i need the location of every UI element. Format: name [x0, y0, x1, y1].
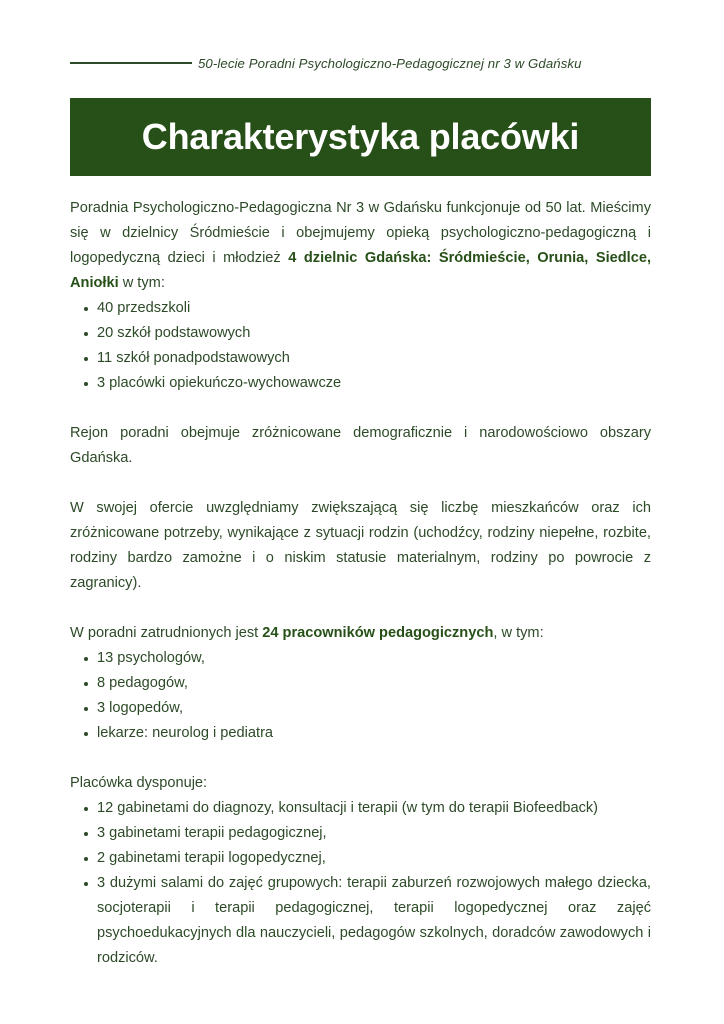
staff-paragraph: [70, 621, 651, 646]
staff-count-bold: 24 pracowników pedagogicznych: [262, 625, 494, 641]
staff-text-part2: , w tym:: [493, 625, 544, 641]
list-item: 3 placówki opiekuńczo-wychowawcze: [70, 371, 651, 396]
running-title: 50-lecie Poradni Psychologiczno-Pedagogicznej nr 3 w Gdańsku: [198, 55, 582, 71]
list-item: 11 szkół ponadpodstawowych: [70, 346, 651, 371]
spacer: [70, 471, 651, 496]
header-rule-decoration: [70, 62, 192, 64]
document-header: [70, 48, 651, 78]
list-item: 3 logopedów,: [70, 696, 651, 721]
title-banner: [70, 98, 651, 176]
districts-list: [70, 296, 651, 396]
spacer: [70, 596, 651, 621]
list-item: 8 pedagogów,: [70, 671, 651, 696]
list-item: 13 psychologów,: [70, 646, 651, 671]
list-item: 20 szkół podstawowych: [70, 321, 651, 346]
staff-list: [70, 646, 651, 746]
spacer: [70, 746, 651, 771]
intro-text-part1: Poradnia Psychologiczno-Pedagogiczna Nr 3 w Gdańsku funkcjonuje od 50 lat. Mieścimy się w dzielnicy Śródmieście i obejmujemy opieką psychologiczno-pedagogiczną i logopedyczną dzieci i młodzież: [70, 200, 651, 266]
staff-text-part1: W poradni zatrudnionych jest: [70, 625, 263, 641]
spacer: [70, 396, 651, 421]
intro-text-part2: w tym:: [118, 275, 165, 291]
list-item: 12 gabinetami do diagnozy, konsultacji i terapii (w tym do terapii Biofeedback): [70, 796, 651, 821]
facilities-list: [70, 796, 651, 971]
list-item: 3 dużymi salami do zajęć grupowych: terapii zaburzeń rozwojowych małego dziecka, socjoterapii i terapii pedagogicznej, terapii logopedycznej oraz zajęć psychoedukacyjnych dla nauczycieli, pedagogów szkolnych, doradców zawodowych i rodziców.: [70, 871, 651, 971]
offer-paragraph: W swojej ofercie uwzględniamy zwiększającą się liczbę mieszkańców oraz ich zróżnicowane potrzeby, wynikające z sytuacji rodzin (uchodźcy, rodziny niepełne, rozbite, rodziny bardzo zamożne i o niskim statusie materialnym, rodziny po powrocie z zagranicy).: [70, 500, 651, 591]
list-item: 3 gabinetami terapii pedagogicznej,: [70, 821, 651, 846]
list-item: 40 przedszkoli: [70, 296, 651, 321]
intro-districts-bold: 4 dzielnic Gdańska: Śródmieście, Orunia, Siedlce, Aniołki: [70, 250, 652, 291]
page-title: Charakterystyka placówki: [141, 116, 580, 157]
document-body: [70, 196, 651, 971]
list-item: 2 gabinetami terapii logopedycznej,: [70, 846, 651, 871]
facilities-intro: Placówka dysponuje:: [70, 775, 208, 791]
region-paragraph: Rejon poradni obejmuje zróżnicowane demograficznie i narodowościowo obszary Gdańska.: [70, 425, 651, 466]
list-item: lekarze: neurolog i pediatra: [70, 721, 651, 746]
intro-paragraph: [70, 196, 651, 296]
